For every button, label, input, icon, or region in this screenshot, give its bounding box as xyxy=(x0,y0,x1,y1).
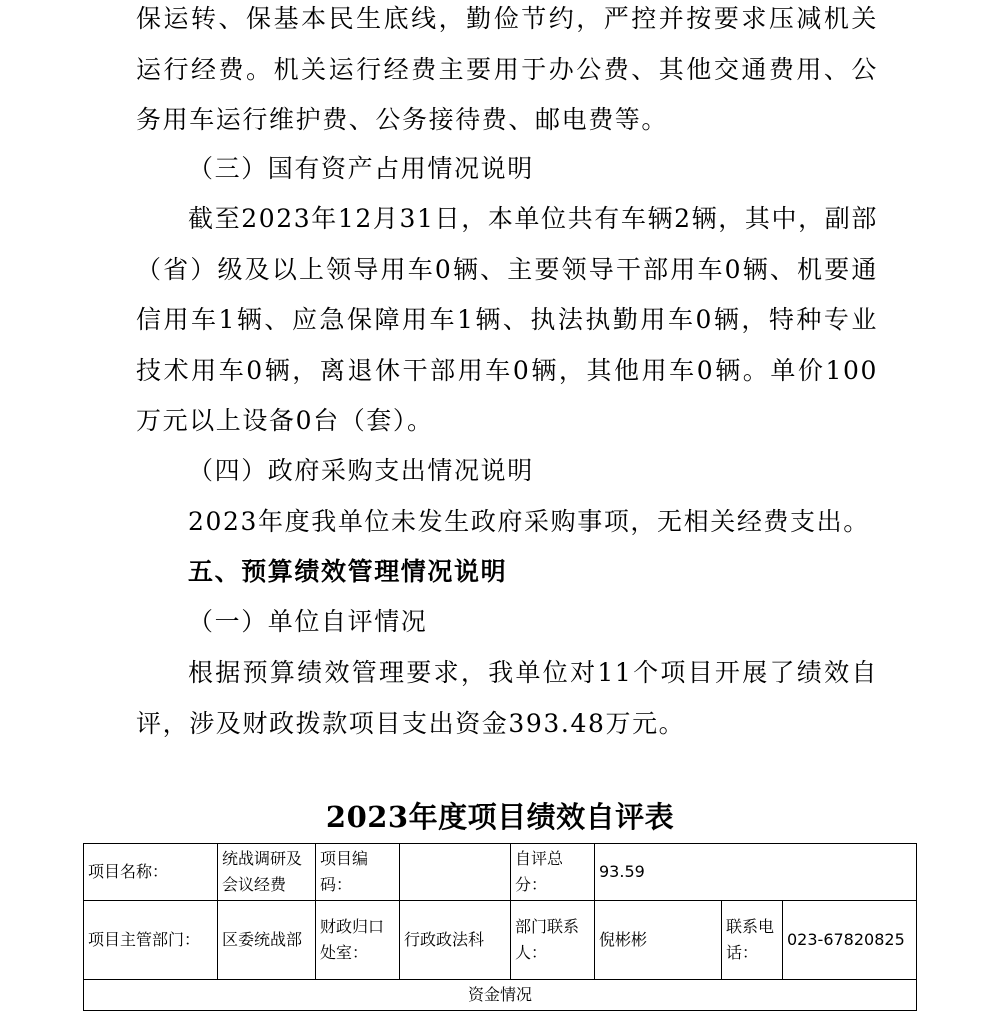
heading-state-assets: （三）国有资产占用情况说明 xyxy=(188,154,534,183)
contact-label: 部门联系人： xyxy=(511,901,595,980)
table-row xyxy=(84,980,917,1011)
table-row xyxy=(84,901,917,980)
paragraph-self-evaluation: 根据预算绩效管理要求，我单位对11个项目开展了绩效自评，涉及财政拨款项目支出资金393.48万元。 xyxy=(136,658,878,738)
project-code-value xyxy=(400,844,511,901)
project-name-value: 统战调研及会议经费 xyxy=(218,844,316,901)
heading-performance-management: 五、预算绩效管理情况说明 xyxy=(188,557,508,586)
dept-label: 项目主管部门： xyxy=(84,901,218,980)
phone-label: 联系电话： xyxy=(722,901,783,980)
finance-office-label: 财政归口处室： xyxy=(316,901,400,980)
table-title: 2023年度项目绩效自评表 xyxy=(325,800,675,834)
score-value: 93.59 xyxy=(595,844,917,901)
contact-value: 倪彬彬 xyxy=(595,901,722,980)
heading-self-evaluation: （一）单位自评情况 xyxy=(188,607,428,636)
paragraph-vehicles: 截至2023年12月31日，本单位共有车辆2辆，其中，副部（省）级及以上领导用车0辆、主要领导干部用车0辆、机要通信用车1辆、应急保障用车1辆、执法执勤用车0辆，特种专业技术用车0辆，离退休干部用车0辆，其他用车0辆。单价100万元以上设备0台（套）。 xyxy=(136,204,878,435)
project-name-label: 项目名称： xyxy=(84,844,218,901)
funds-header: 资金情况 xyxy=(84,980,917,1011)
heading-procurement: （四）政府采购支出情况说明 xyxy=(188,456,534,485)
project-code-label: 项目编码： xyxy=(316,844,400,901)
paragraph-operating-expenses: 保运转、保基本民生底线，勤俭节约，严控并按要求压减机关运行经费。机关运行经费主要用于办公费、其他交通费用、公务用车运行维护费、公务接待费、邮电费等。 xyxy=(136,4,878,134)
finance-office-value: 行政政法科 xyxy=(400,901,511,980)
self-evaluation-table xyxy=(83,843,917,1011)
dept-value: 区委统战部 xyxy=(218,901,316,980)
table-row xyxy=(84,844,917,901)
paragraph-procurement: 2023年度我单位未发生政府采购事项，无相关经费支出。 xyxy=(188,507,870,536)
phone-value: 023-67820825 xyxy=(783,901,917,980)
score-label: 自评总分： xyxy=(511,844,595,901)
